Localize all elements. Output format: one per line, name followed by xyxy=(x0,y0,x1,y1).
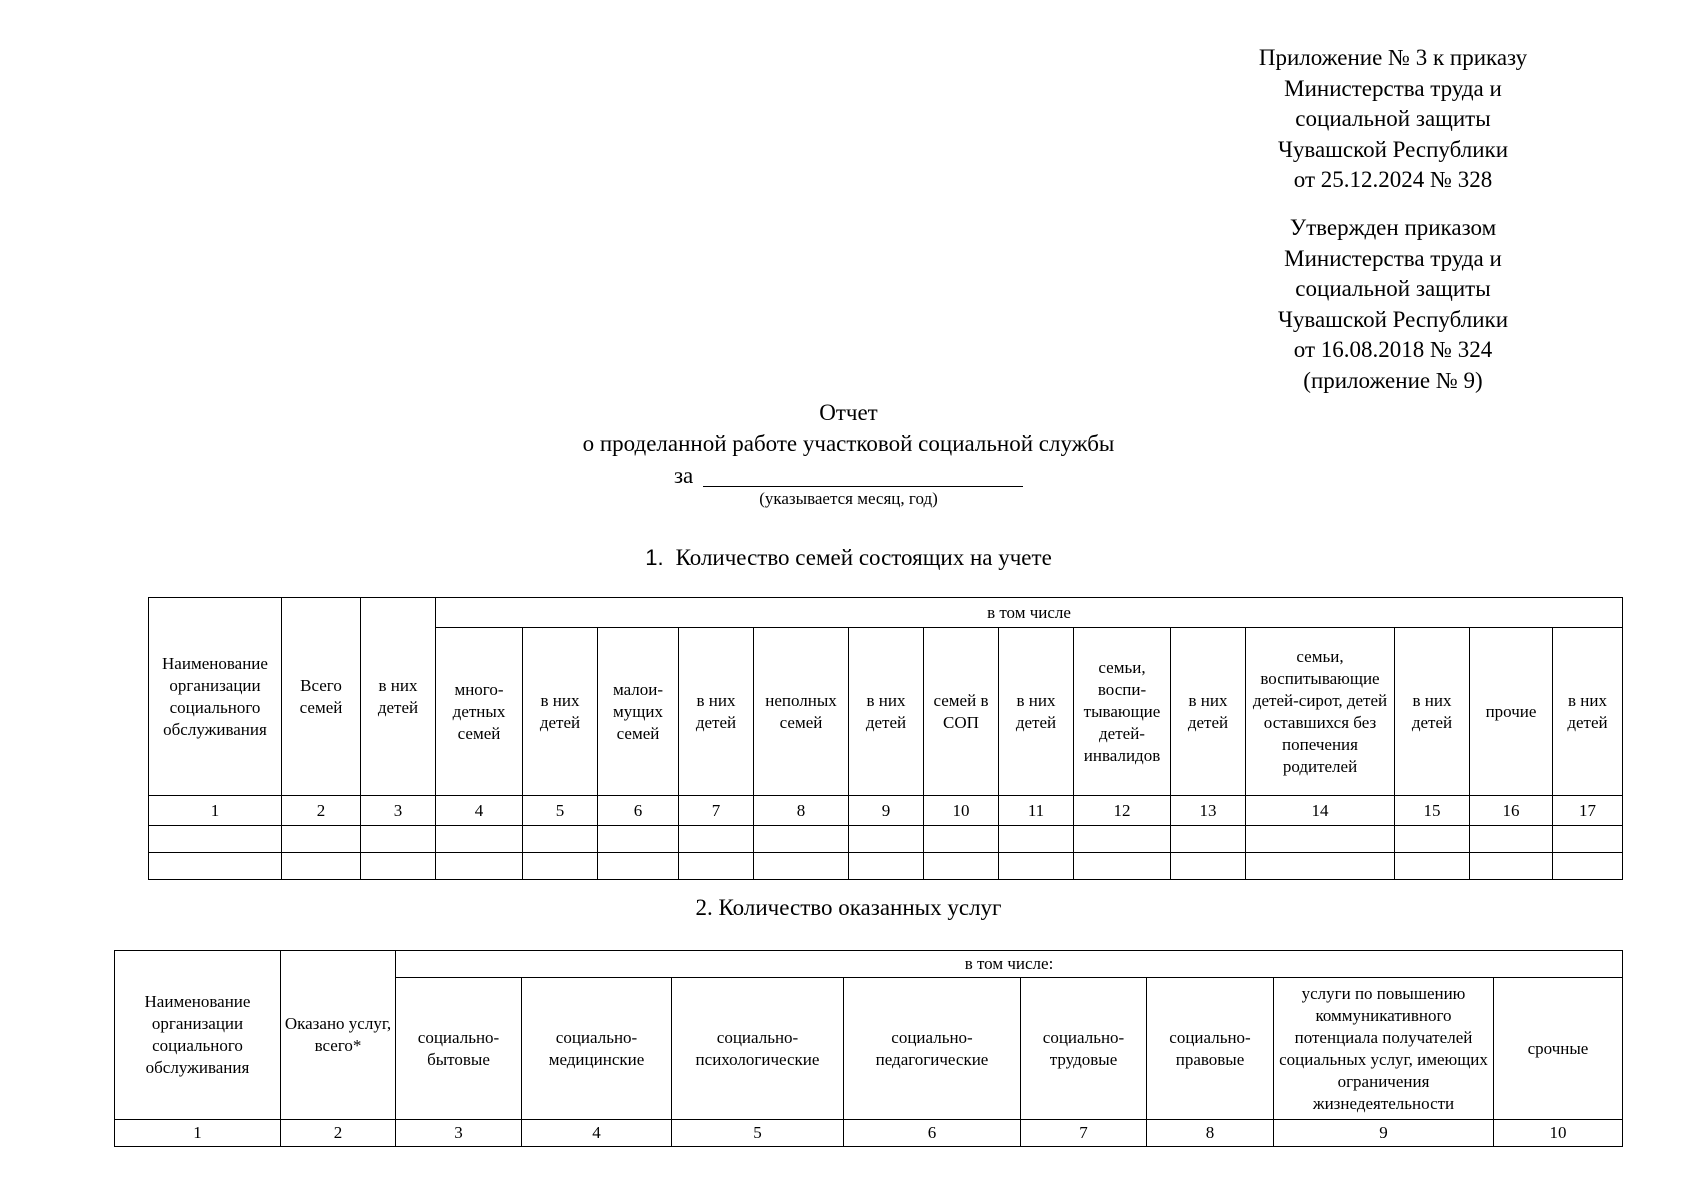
table-cell[interactable] xyxy=(282,826,361,853)
column-number: 8 xyxy=(1147,1120,1274,1147)
column-number: 9 xyxy=(1274,1120,1494,1147)
column-number: 1 xyxy=(149,796,282,826)
approval-line: социальной защиты xyxy=(1295,276,1491,301)
header-children: в них детей xyxy=(523,628,598,796)
header-children: в них детей xyxy=(1171,628,1246,796)
column-number: 4 xyxy=(522,1120,672,1147)
table-cell[interactable] xyxy=(924,826,999,853)
appendix-line: социальной защиты xyxy=(1295,106,1491,131)
header-medical-services: социально-медицинские xyxy=(522,978,672,1120)
approval-line: Утвержден приказом xyxy=(1289,215,1497,240)
header-large-families: много-детных семей xyxy=(436,628,523,796)
header-children: в них детей xyxy=(1553,628,1623,796)
table-cell[interactable] xyxy=(1171,826,1246,853)
column-number: 13 xyxy=(1171,796,1246,826)
table-cell[interactable] xyxy=(149,853,282,880)
table-cell[interactable] xyxy=(598,826,679,853)
header-household-services: социально-бытовые xyxy=(396,978,522,1120)
table-cell[interactable] xyxy=(1074,826,1171,853)
column-number: 6 xyxy=(598,796,679,826)
header-labor-services: социально-трудовые xyxy=(1021,978,1147,1120)
families-table xyxy=(148,597,1623,880)
column-number: 5 xyxy=(672,1120,844,1147)
table-cell[interactable] xyxy=(598,853,679,880)
approval-line: Министерства труда и xyxy=(1284,245,1502,271)
appendix-line: Чувашской Республики xyxy=(1277,136,1509,162)
period-hint: (указывается месяц, год) xyxy=(759,489,938,508)
appendix-line: от 25.12.2024 № 328 xyxy=(1293,167,1493,192)
table-cell[interactable] xyxy=(361,826,436,853)
header-other-families: прочие xyxy=(1470,628,1553,796)
column-number: 14 xyxy=(1246,796,1395,826)
column-number: 1 xyxy=(115,1120,281,1147)
table-cell[interactable] xyxy=(1470,826,1553,853)
table-cell[interactable] xyxy=(1395,853,1470,880)
header-urgent-services: срочные xyxy=(1494,978,1623,1120)
table-cell[interactable] xyxy=(849,853,924,880)
table2-header-row xyxy=(115,951,1623,978)
header-orphan-families: семьи, воспитывающие детей-сирот, детей оставшихся без попечения родителей xyxy=(1246,628,1395,796)
column-number: 2 xyxy=(282,796,361,826)
header-services-total: Оказано услуг, всего* xyxy=(281,951,396,1120)
table-cell[interactable] xyxy=(924,853,999,880)
table-cell[interactable] xyxy=(999,826,1074,853)
table1-empty-row xyxy=(149,826,1623,853)
table-cell[interactable] xyxy=(679,826,754,853)
table-cell[interactable] xyxy=(523,853,598,880)
table2-number-row xyxy=(115,1120,1623,1147)
column-number: 3 xyxy=(361,796,436,826)
report-title: Отчет xyxy=(819,400,878,425)
table-cell[interactable] xyxy=(754,853,849,880)
column-number: 16 xyxy=(1470,796,1553,826)
report-subtitle: о проделанной работе участковой социальной службы xyxy=(582,431,1115,456)
section1-title xyxy=(0,543,1697,573)
header-children: в них детей xyxy=(999,628,1074,796)
section2-title: 2. Количество оказанных услуг xyxy=(695,895,1002,920)
column-number: 10 xyxy=(924,796,999,826)
period-prefix: за xyxy=(673,463,694,488)
header-org-name: Наименование организации социального обслуживания xyxy=(149,598,282,796)
table-cell[interactable] xyxy=(1246,853,1395,880)
table-cell[interactable] xyxy=(282,853,361,880)
column-number: 8 xyxy=(754,796,849,826)
table-cell[interactable] xyxy=(999,853,1074,880)
table1-empty-row xyxy=(149,853,1623,880)
header-group-including: в том числе xyxy=(436,598,1623,628)
column-number: 10 xyxy=(1494,1120,1623,1147)
column-number: 3 xyxy=(396,1120,522,1147)
table-cell[interactable] xyxy=(523,826,598,853)
services-table xyxy=(114,950,1623,1147)
header-legal-services: социально-правовые xyxy=(1147,978,1274,1120)
header-psychological-services: социально-психологические xyxy=(672,978,844,1120)
header-children: в них детей xyxy=(361,598,436,796)
table-cell[interactable] xyxy=(1246,826,1395,853)
header-org-name: Наименование организации социального обслуживания xyxy=(115,951,281,1120)
column-number: 11 xyxy=(999,796,1074,826)
header-communicative-services: услуги по повышению коммуникативного потенциала получателей социальных услуг, имеющих ограничения жизнедеятельности xyxy=(1274,978,1494,1120)
table1-header-row xyxy=(149,598,1623,628)
report-period xyxy=(0,460,1697,491)
header-group-including: в том числе: xyxy=(396,951,1623,978)
table-cell[interactable] xyxy=(754,826,849,853)
header-children: в них детей xyxy=(849,628,924,796)
appendix-line: Министерства труда и xyxy=(1284,75,1502,101)
column-number: 5 xyxy=(523,796,598,826)
column-number: 17 xyxy=(1553,796,1623,826)
header-children: в них детей xyxy=(679,628,754,796)
table-cell[interactable] xyxy=(1553,853,1623,880)
appendix-line: Приложение № 3 к приказу xyxy=(1258,45,1528,70)
table-cell[interactable] xyxy=(679,853,754,880)
table-cell[interactable] xyxy=(436,826,523,853)
section1-number: 1. xyxy=(645,545,664,570)
table-cell[interactable] xyxy=(361,853,436,880)
approval-line: (приложение № 9) xyxy=(1303,367,1483,393)
header-pedagogical-services: социально-педагогические xyxy=(844,978,1021,1120)
table-cell[interactable] xyxy=(1395,826,1470,853)
column-number: 6 xyxy=(844,1120,1021,1147)
column-number: 7 xyxy=(679,796,754,826)
column-number: 15 xyxy=(1395,796,1470,826)
table-cell[interactable] xyxy=(1553,826,1623,853)
header-children: в них детей xyxy=(1395,628,1470,796)
column-number: 12 xyxy=(1074,796,1171,826)
table-cell[interactable] xyxy=(149,826,282,853)
column-number: 2 xyxy=(281,1120,396,1147)
table-cell[interactable] xyxy=(436,853,523,880)
header-incomplete-families: неполных семей xyxy=(754,628,849,796)
table1-number-row xyxy=(149,796,1623,826)
table-cell[interactable] xyxy=(849,826,924,853)
column-number: 4 xyxy=(436,796,523,826)
header-disabled-children-families: семьи, воспи-тывающие детей-инвалидов xyxy=(1074,628,1171,796)
table-cell[interactable] xyxy=(1470,853,1553,880)
header-sop-families: семей в СОП xyxy=(924,628,999,796)
approval-line: Чувашской Республики xyxy=(1277,306,1509,332)
table-cell[interactable] xyxy=(1171,853,1246,880)
column-number: 9 xyxy=(849,796,924,826)
header-total-families: Всего семей xyxy=(282,598,361,796)
approval-note xyxy=(1168,213,1618,396)
appendix-note xyxy=(1168,43,1618,196)
column-number: 7 xyxy=(1021,1120,1147,1147)
section1-title-text: Количество семей состоящих на учете xyxy=(675,545,1052,570)
header-low-income-families: малои-мущих семей xyxy=(598,628,679,796)
approval-line: от 16.08.2018 № 324 xyxy=(1293,337,1493,362)
period-blank-line[interactable] xyxy=(703,464,1023,487)
table-cell[interactable] xyxy=(1074,853,1171,880)
